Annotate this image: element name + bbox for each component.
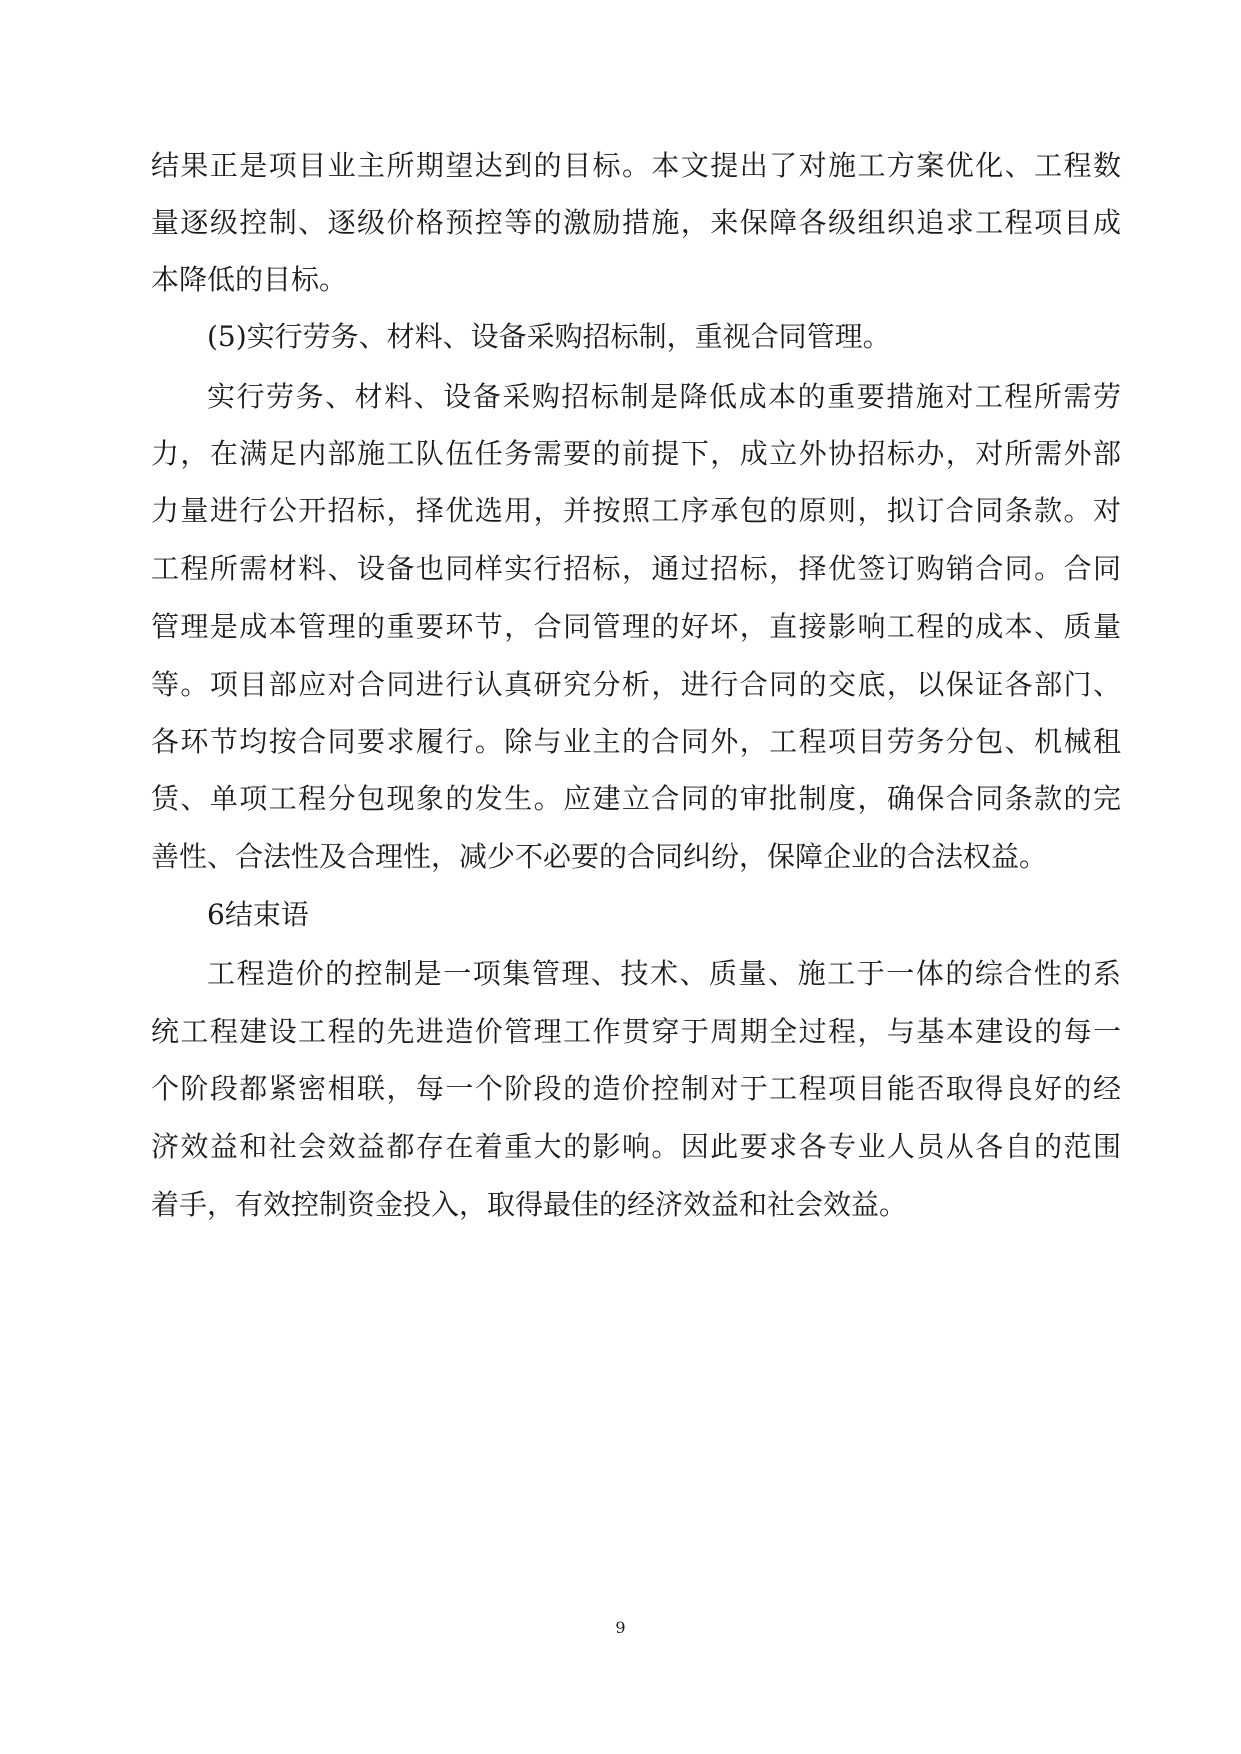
paragraph-line: 济效益和社会效益都存在着重大的影响。因此要求各专业人员从各自的范围 (151, 1130, 1121, 1163)
paragraph-line: 工程造价的控制是一项集管理、技术、质量、施工于一体的综合性的系 (207, 957, 1121, 990)
paragraph-line: 量逐级控制、逐级价格预控等的激励措施，来保障各级组织追求工程项目成 (151, 206, 1121, 239)
paragraph-line: 统工程建设工程的先进造价管理工作贯穿于周期全过程，与基本建设的每一 (151, 1015, 1121, 1048)
page-number: 9 (615, 1618, 626, 1637)
paragraph-line: 实行劳务、材料、设备采购招标制是降低成本的重要措施对工程所需劳 (207, 380, 1121, 413)
paragraph-line: 工程所需材料、设备也同样实行招标，通过招标，择优签订购销合同。合同 (151, 552, 1121, 585)
paragraph-line: 赁、单项工程分包现象的发生。应建立合同的审批制度，确保合同条款的完 (151, 782, 1121, 815)
section-heading: 6结束语 (207, 898, 309, 931)
paragraph-line: 个阶段都紧密相联，每一个阶段的造价控制对于工程项目能否取得良好的经 (151, 1072, 1121, 1105)
paragraph-line: 等。项目部应对合同进行认真研究分析，进行合同的交底，以保证各部门、 (151, 668, 1121, 701)
paragraph-line: 本降低的目标。 (151, 263, 348, 296)
section-heading: (5)实行劳务、材料、设备采购招标制，重视合同管理。 (207, 320, 891, 353)
paragraph-line: 结果正是项目业主所期望达到的目标。本文提出了对施工方案优化、工程数 (151, 149, 1121, 182)
paragraph-line: 善性、合法性及合理性，减少不必要的合同纠纷，保障企业的合法权益。 (151, 840, 1048, 873)
paragraph-line: 力，在满足内部施工队伍任务需要的前提下，成立外协招标办，对所需外部 (151, 437, 1121, 470)
paragraph-line: 各环节均按合同要求履行。除与业主的合同外，工程项目劳务分包、机械租 (151, 725, 1121, 758)
paragraph-line: 管理是成本管理的重要环节，合同管理的好坏，直接影响工程的成本、质量 (151, 610, 1121, 643)
paragraph-line: 力量进行公开招标，择优选用，并按照工序承包的原则，拟订合同条款。对 (151, 494, 1121, 527)
paragraph-line: 着手，有效控制资金投入，取得最佳的经济效益和社会效益。 (151, 1188, 908, 1221)
